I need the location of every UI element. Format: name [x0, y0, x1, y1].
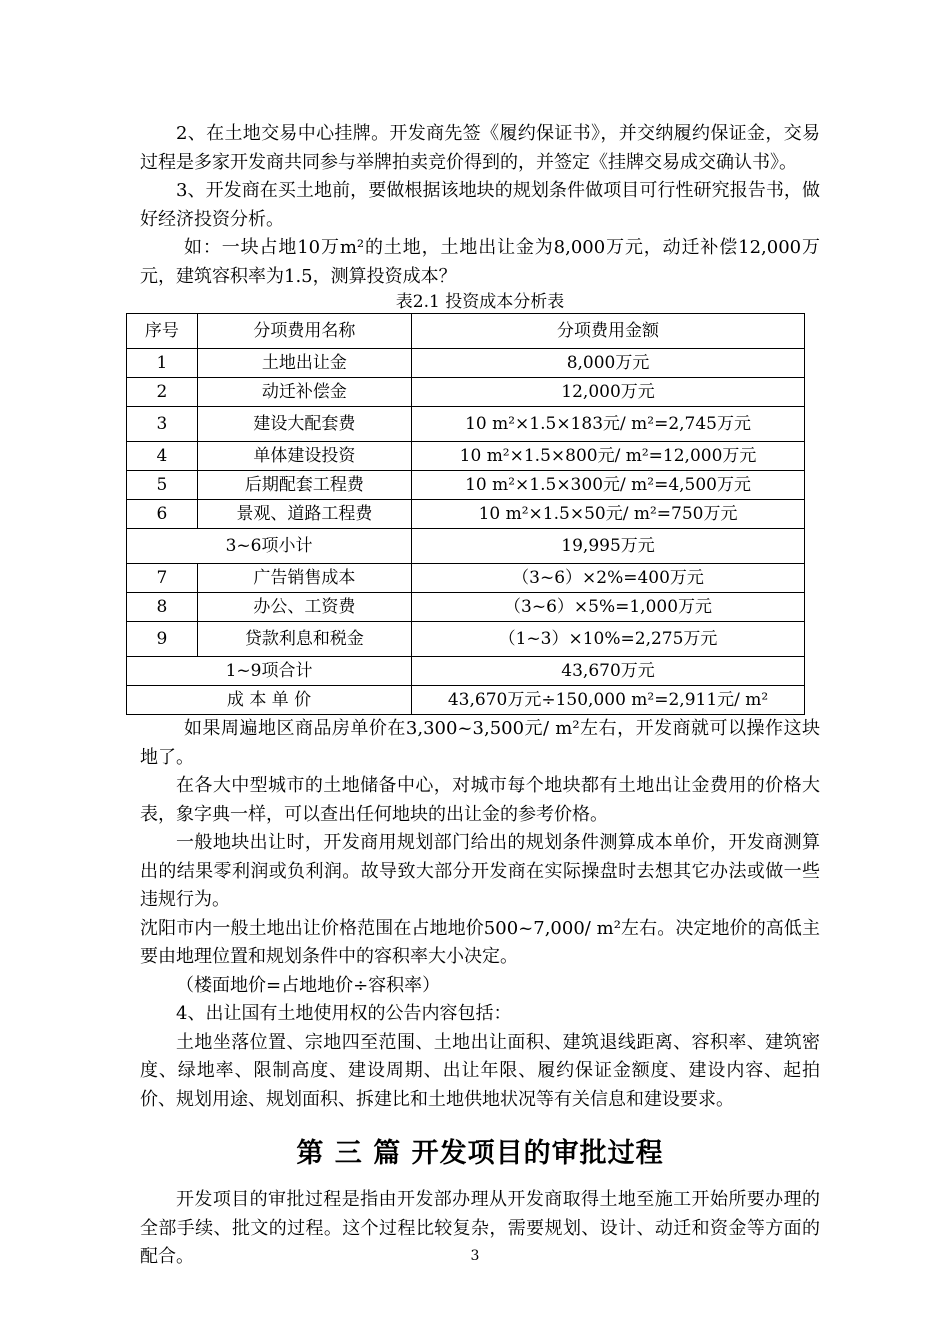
cell-total-amount: 43,670万元 — [412, 657, 805, 686]
cell-index: 7 — [127, 564, 198, 593]
paragraph-approval: 开发项目的审批过程是指由开发部办理从开发商取得土地至施工开始所要办理的全部手续、批文的过程。这个过程比较复杂，需要规划、设计、动迁和资金等方面的配合。 — [140, 1189, 820, 1267]
paragraph-example: 如：一块占地10万m²的土地，土地出让金为8,000万元，动迁补偿12,000万元，建筑容积率为1.5，测算投资成本？ — [140, 237, 820, 287]
cell-amount: （1~3）×10%=2,275万元 — [412, 622, 805, 657]
cell-item: 后期配套工程费 — [197, 471, 411, 500]
cell-amount: 10 m²×1.5×800元/ m²=12,000万元 — [412, 442, 805, 471]
cell-amount: 8,000万元 — [412, 349, 805, 378]
paragraph-feasibility: 3、开发商在买土地前，要做根据该地块的规划条件做项目可行性研究报告书，做好经济投资分析。 — [140, 180, 820, 230]
table-row — [127, 349, 805, 378]
cell-item: 建设大配套费 — [197, 407, 411, 442]
cell-item: 办公、工资费 — [197, 593, 411, 622]
table-row — [127, 471, 805, 500]
table-unit-cost-row — [127, 686, 805, 715]
cell-index: 8 — [127, 593, 198, 622]
cell-amount: 10 m²×1.5×300元/ m²=4,500万元 — [412, 471, 805, 500]
paragraph-announcement: 4、出让国有土地使用权的公告内容包括： — [176, 1003, 512, 1024]
cell-index: 6 — [127, 500, 198, 529]
cost-analysis-table — [126, 313, 805, 715]
table-row — [127, 593, 805, 622]
header-cell: 分项费用金额 — [412, 314, 805, 349]
cell-subtotal-label: 3~6项小计 — [127, 529, 412, 564]
table-subtotal-row — [127, 529, 805, 564]
table-row — [127, 407, 805, 442]
table-row — [127, 564, 805, 593]
cell-index: 4 — [127, 442, 198, 471]
section-title: 第 三 篇 开发项目的审批过程 — [296, 1138, 664, 1169]
page-number: 3 — [470, 1248, 480, 1264]
header-cell: 序号 — [127, 314, 198, 349]
paragraph-transfer: 一般地块出让时，开发商用规划部门给出的规划条件测算成本单价，开发商测算出的结果零利润或负利润。故导致大部分开发商在实际操盘时去想其它办法或做一些违规行为。 — [140, 832, 820, 910]
table-row — [127, 622, 805, 657]
paragraph-market-price: 如果周遍地区商品房单价在3,300~3,500元/ m²左右，开发商就可以操作这块地了。 — [140, 718, 820, 768]
table-header-row — [127, 314, 805, 349]
cell-unit-cost-amount: 43,670万元÷150,000 m²=2,911元/ m² — [412, 686, 805, 715]
table-caption: 表2.1 投资成本分析表 — [395, 292, 565, 312]
cell-index: 1 — [127, 349, 198, 378]
cell-subtotal-amount: 19,995万元 — [412, 529, 805, 564]
cell-amount: 10 m²×1.5×50元/ m²=750万元 — [412, 500, 805, 529]
cell-item: 景观、道路工程费 — [197, 500, 411, 529]
table-row — [127, 500, 805, 529]
cell-index: 3 — [127, 407, 198, 442]
cell-amount: 12,000万元 — [412, 378, 805, 407]
cell-item: 单体建设投资 — [197, 442, 411, 471]
page-content — [140, 120, 820, 1272]
paragraph-shenyang: 沈阳市内一般土地出让价格范围在占地地价500~7,000/ m²左右。决定地价的高低主要由地理位置和规划条件中的容积率大小决定。 — [140, 917, 820, 967]
cell-amount: 10 m²×1.5×183元/ m²=2,745万元 — [412, 407, 805, 442]
table-row — [127, 378, 805, 407]
cell-unit-cost-label: 成 本 单 价 — [127, 686, 412, 715]
cell-item: 广告销售成本 — [197, 564, 411, 593]
cell-item: 贷款利息和税金 — [197, 622, 411, 657]
cell-amount: （3~6）×2%=400万元 — [412, 564, 805, 593]
cell-amount: （3~6）×5%=1,000万元 — [412, 593, 805, 622]
cell-total-label: 1~9项合计 — [127, 657, 412, 686]
cell-index: 2 — [127, 378, 198, 407]
cell-item: 动迁补偿金 — [197, 378, 411, 407]
paragraph-announcement-content: 土地坐落位置、宗地四至范围、土地出让面积、建筑退线距离、容积率、建筑密度、绿地率、限制高度、建设周期、出让年限、履约保证金额度、建设内容、起拍价、规划用途、规划面积、拆建比和土地供地状况等有关信息和建设要求。 — [140, 1031, 820, 1110]
paragraph-floor-price: （楼面地价=占地地价÷容积率） — [176, 974, 441, 996]
paragraph-land-reserve: 在各大中型城市的土地储备中心，对城市每个地块都有土地出让金费用的价格大表，象字典一样，可以查出任何地块的出让金的参考价格。 — [140, 775, 820, 825]
cell-item: 土地出让金 — [197, 349, 411, 378]
cell-index: 5 — [127, 471, 198, 500]
table-row — [127, 442, 805, 471]
paragraph-listing: 2、在土地交易中心挂牌。开发商先签《履约保证书》，并交纳履约保证金，交易过程是多家开发商共同参与举牌拍卖竞价得到的，并签定《挂牌交易成交确认书》。 — [140, 123, 820, 173]
cell-index: 9 — [127, 622, 198, 657]
table-total-row — [127, 657, 805, 686]
header-cell: 分项费用名称 — [197, 314, 411, 349]
